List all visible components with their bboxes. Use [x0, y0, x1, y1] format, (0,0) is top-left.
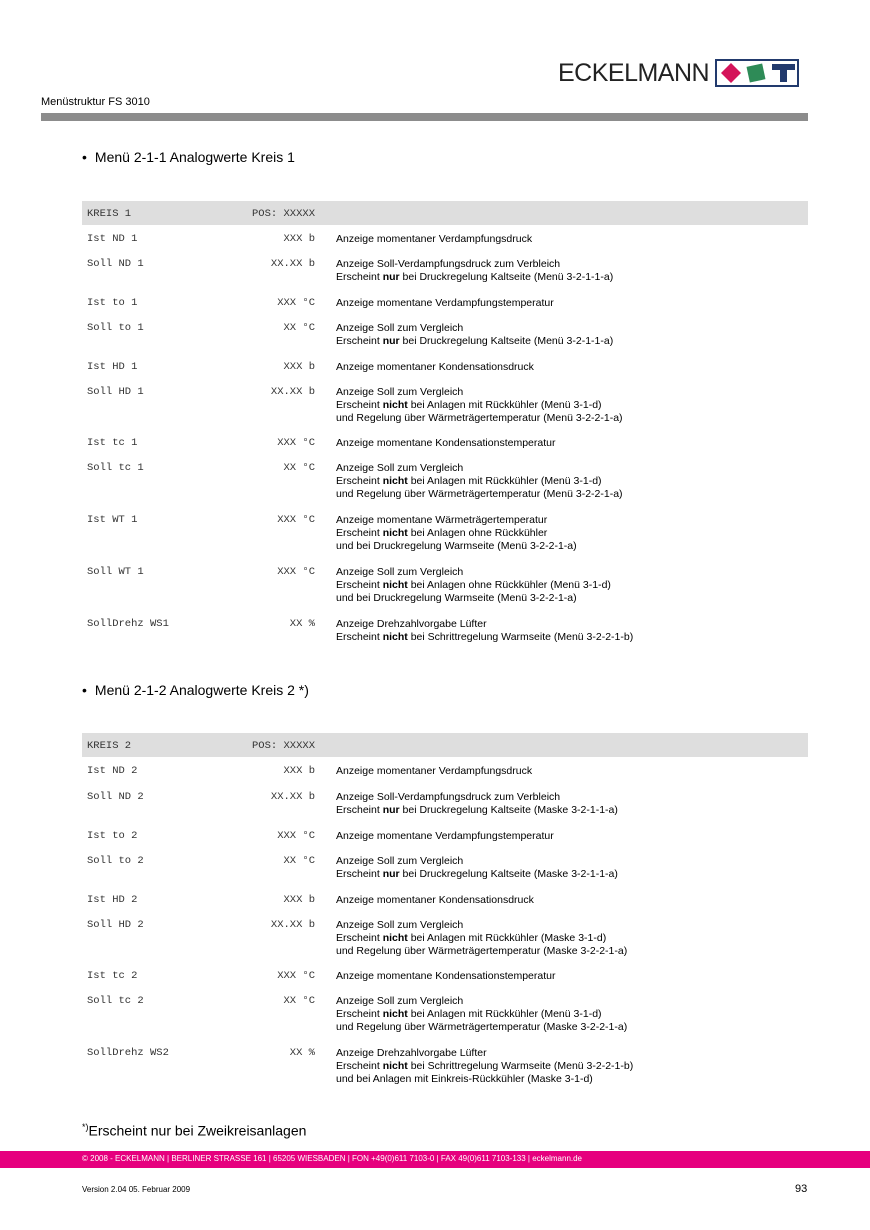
desc-line-1: Anzeige momentaner Verdampfungsdruck [336, 765, 533, 777]
row-value: XX % [289, 1047, 315, 1059]
desc-text: Erscheint [336, 335, 383, 347]
desc-emphasis: nicht [382, 527, 408, 539]
row-label: Soll ND 1 [87, 258, 144, 270]
row-value: XX.XX b [270, 386, 315, 398]
logo-text: ECKELMANN [558, 58, 710, 87]
row-description [336, 765, 532, 778]
desc-line-2 [336, 527, 577, 540]
row-label: Soll HD 2 [87, 919, 144, 931]
row-label: Ist to 1 [87, 297, 138, 309]
heading-text: Menü 2-1-1 Analogwerte Kreis 1 [94, 149, 295, 165]
footer-bar [0, 1151, 870, 1168]
row-value: XXX b [283, 765, 315, 777]
row-label: Ist HD 2 [87, 894, 138, 906]
desc-text: bei Druckregelung Kaltseite (Maske 3-2-1-1-a) [399, 804, 618, 816]
row-description [336, 618, 633, 644]
row-label: SollDrehz WS1 [87, 618, 169, 630]
desc-text: bei Druckregelung Kaltseite (Maske 3-2-1-1-a) [399, 868, 618, 880]
desc-line-3: und bei Druckregelung Warmseite (Menü 3-2-2-1-a) [336, 540, 577, 552]
row-value: XX.XX b [270, 258, 315, 270]
footnote-mark: *) [82, 1122, 89, 1132]
row-description [336, 919, 627, 958]
desc-emphasis: nur [382, 868, 400, 880]
desc-line-2 [336, 399, 623, 412]
desc-line-2 [336, 335, 613, 348]
desc-emphasis: nur [382, 271, 400, 283]
row-label: Soll HD 1 [87, 386, 144, 398]
row-value: XXX °C [277, 566, 315, 578]
table-header [82, 201, 808, 225]
row-value: XX °C [283, 322, 315, 334]
section-heading-kreis-1 [82, 149, 295, 165]
desc-emphasis: nicht [382, 631, 408, 643]
row-description [336, 514, 577, 553]
row-label: Soll tc 1 [87, 462, 144, 474]
row-description [336, 361, 534, 374]
row-label: Ist tc 2 [87, 970, 138, 982]
row-description [336, 970, 555, 983]
row-value: XXX °C [277, 970, 315, 982]
desc-text: bei Anlagen mit Rückkühler (Menü 3-1-d) [407, 1008, 602, 1020]
eckelmann-logo [558, 58, 799, 88]
desc-line-1: Anzeige momentaner Kondensationsdruck [336, 361, 534, 373]
desc-text: Erscheint [336, 475, 383, 487]
desc-emphasis: nicht [382, 579, 408, 591]
row-value: XXX °C [277, 830, 315, 842]
version-info: Version 2.04 05. Februar 2009 [82, 1185, 191, 1194]
row-label: Soll tc 2 [87, 995, 144, 1007]
desc-line-3: und Regelung über Wärmeträgertemperatur (Maske 3-2-2-1-a) [336, 945, 628, 957]
desc-line-2 [336, 868, 618, 881]
desc-line-1: Anzeige momentaner Kondensationsdruck [336, 894, 534, 906]
desc-text: Erscheint [336, 579, 383, 591]
row-description [336, 437, 555, 450]
row-description [336, 566, 611, 605]
desc-text: Erscheint [336, 932, 383, 944]
table-kreis-1 [82, 201, 808, 643]
row-description [336, 322, 613, 348]
desc-emphasis: nur [382, 804, 400, 816]
desc-line-1: Anzeige Soll zum Vergleich [336, 462, 464, 474]
desc-line-1: Anzeige momentane Verdampfungstemperatur [336, 830, 554, 842]
row-description [336, 297, 554, 310]
page-number: 93 [795, 1183, 808, 1195]
desc-emphasis: nicht [382, 932, 408, 944]
row-description [336, 995, 627, 1034]
row-description [336, 855, 618, 881]
desc-text: Erscheint [336, 868, 383, 880]
desc-text: bei Anlagen mit Rückkühler (Maske 3-1-d) [407, 932, 607, 944]
desc-line-3: und bei Anlagen mit Einkreis-Rückkühler (Maske 3-1-d) [336, 1073, 593, 1085]
desc-emphasis: nicht [382, 1008, 408, 1020]
desc-line-1: Anzeige momentane Verdampfungstemperatur [336, 297, 554, 309]
desc-text: Erscheint [336, 631, 383, 643]
desc-line-3: und Regelung über Wärmeträgertemperatur (Menü 3-2-2-1-a) [336, 412, 623, 424]
desc-line-3: und bei Druckregelung Warmseite (Menü 3-2-2-1-a) [336, 592, 577, 604]
row-value: XX °C [283, 995, 315, 1007]
row-value: XX °C [283, 462, 315, 474]
row-label: Soll to 2 [87, 855, 144, 867]
row-description [336, 1047, 633, 1086]
header-name: KREIS 2 [87, 740, 132, 752]
desc-text: Erscheint [336, 527, 383, 539]
bullet: • [82, 682, 87, 698]
table-header [82, 733, 808, 757]
row-value: XXX b [283, 233, 315, 245]
row-label: Ist WT 1 [87, 514, 138, 526]
footnote-text: Erscheint nur bei Zweikreisanlagen [88, 1122, 307, 1139]
desc-line-2 [336, 932, 627, 945]
desc-line-1: Anzeige momentane Kondensationstemperatur [336, 437, 556, 449]
table-kreis-2 [82, 733, 808, 1085]
desc-line-1: Anzeige Soll zum Vergleich [336, 855, 464, 867]
desc-text: bei Anlagen ohne Rückkühler (Menü 3-1-d) [407, 579, 611, 591]
desc-line-1: Anzeige Soll zum Vergleich [336, 919, 464, 931]
desc-line-1: Anzeige momentane Kondensationstemperatur [336, 970, 556, 982]
row-label: Ist ND 2 [87, 765, 138, 777]
footnote [82, 1122, 306, 1139]
logo-shapes-icon [717, 61, 797, 85]
header-name: KREIS 1 [87, 208, 132, 220]
row-label: Ist ND 1 [87, 233, 138, 245]
row-label: Ist tc 1 [87, 437, 138, 449]
row-value: XXX °C [277, 297, 315, 309]
desc-text: bei Anlagen mit Rückkühler (Menü 3-1-d) [407, 399, 602, 411]
document-title: Menüstruktur FS 3010 [41, 96, 150, 108]
row-value: XX.XX b [270, 791, 315, 803]
desc-line-1: Anzeige Soll-Verdampfungsdruck zum Verbleich [336, 791, 561, 803]
header-divider [41, 113, 808, 121]
desc-line-2 [336, 1060, 633, 1073]
row-description [336, 386, 623, 425]
row-label: Soll to 1 [87, 322, 144, 334]
row-description [336, 233, 532, 246]
desc-line-1: Anzeige momentane Wärmeträgertemperatur [336, 514, 548, 526]
desc-text: bei Anlagen ohne Rückkühler [407, 527, 548, 539]
row-label: Ist to 2 [87, 830, 138, 842]
desc-line-3: und Regelung über Wärmeträgertemperatur (Menü 3-2-2-1-a) [336, 488, 623, 500]
row-value: XX °C [283, 855, 315, 867]
desc-line-3: und Regelung über Wärmeträgertemperatur (Maske 3-2-2-1-a) [336, 1021, 628, 1033]
heading-text: Menü 2-1-2 Analogwerte Kreis 2 *) [94, 682, 309, 698]
desc-emphasis: nicht [382, 475, 408, 487]
desc-line-1: Anzeige Drehzahlvorgabe Lüfter [336, 1047, 487, 1059]
logo-mark [715, 59, 799, 87]
desc-emphasis: nicht [382, 399, 408, 411]
row-description [336, 791, 618, 817]
row-description [336, 830, 554, 843]
desc-line-1: Anzeige Soll zum Vergleich [336, 566, 464, 578]
bullet: • [82, 149, 87, 165]
section-heading-kreis-2 [82, 682, 309, 698]
desc-text: bei Schrittregelung Warmseite (Menü 3-2-2-1-b) [407, 1060, 634, 1072]
desc-text: Erscheint [336, 1008, 383, 1020]
desc-line-1: Anzeige Soll zum Vergleich [336, 995, 464, 1007]
row-value: XX % [289, 618, 315, 630]
desc-text: bei Druckregelung Kaltseite (Menü 3-2-1-1-a) [399, 335, 614, 347]
desc-emphasis: nur [382, 335, 400, 347]
desc-text: Erscheint [336, 399, 383, 411]
row-value: XXX b [283, 361, 315, 373]
header-pos: POS: XXXXX [251, 208, 315, 220]
row-value: XXX °C [277, 514, 315, 526]
row-description [336, 258, 613, 284]
desc-line-1: Anzeige Soll zum Vergleich [336, 386, 464, 398]
desc-line-2 [336, 579, 611, 592]
row-description [336, 894, 534, 907]
desc-line-1: Anzeige Drehzahlvorgabe Lüfter [336, 618, 487, 630]
desc-text: Erscheint [336, 804, 383, 816]
row-label: Ist HD 1 [87, 361, 138, 373]
desc-text: bei Druckregelung Kaltseite (Menü 3-2-1-1-a) [399, 271, 614, 283]
row-description [336, 462, 623, 501]
row-label: Soll ND 2 [87, 791, 144, 803]
desc-text: bei Schrittregelung Warmseite (Menü 3-2-2-1-b) [407, 631, 634, 643]
desc-line-2 [336, 804, 618, 817]
row-value: XXX b [283, 894, 315, 906]
desc-line-1: Anzeige momentaner Verdampfungsdruck [336, 233, 533, 245]
desc-text: bei Anlagen mit Rückkühler (Menü 3-1-d) [407, 475, 602, 487]
row-value: XXX °C [277, 437, 315, 449]
desc-line-2 [336, 631, 633, 644]
desc-line-2 [336, 475, 623, 488]
desc-text: Erscheint [336, 1060, 383, 1072]
row-label: SollDrehz WS2 [87, 1047, 169, 1059]
desc-line-1: Anzeige Soll-Verdampfungsdruck zum Verbleich [336, 258, 561, 270]
footer-contact: © 2008 - ECKELMANN | BERLINER STRASSE 161 | 65205 WIESBADEN | FON +49(0)611 7103-0 | FAX 49(0)611 7103-133 | eckelmann.de [82, 1154, 583, 1163]
row-label: Soll WT 1 [87, 566, 144, 578]
row-value: XX.XX b [270, 919, 315, 931]
desc-line-1: Anzeige Soll zum Vergleich [336, 322, 464, 334]
desc-text: Erscheint [336, 271, 383, 283]
desc-line-2 [336, 1008, 627, 1021]
desc-emphasis: nicht [382, 1060, 408, 1072]
header-pos: POS: XXXXX [251, 740, 315, 752]
desc-line-2 [336, 271, 613, 284]
